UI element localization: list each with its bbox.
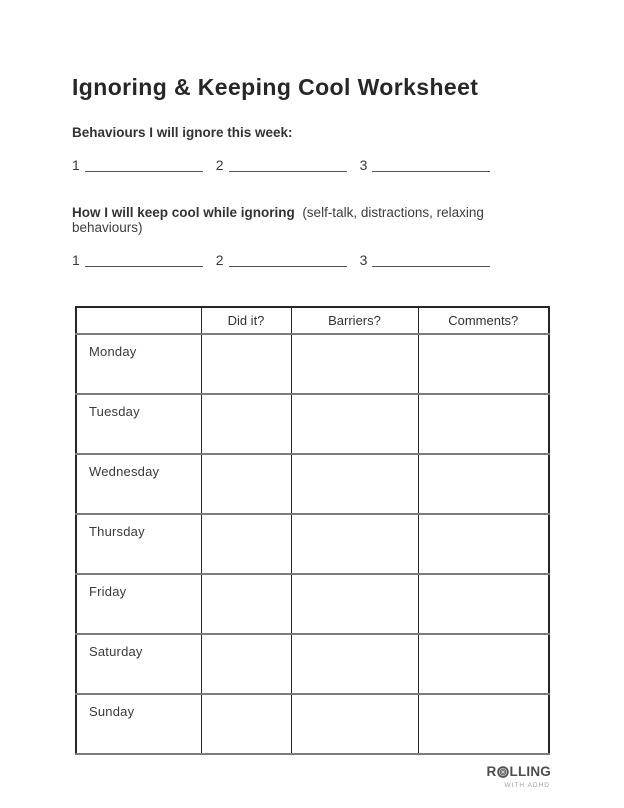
fill-in-line xyxy=(229,253,347,267)
day-label: Saturday xyxy=(76,634,201,694)
day-label: Friday xyxy=(76,574,201,634)
blank-number: 2 xyxy=(215,252,224,268)
keep-cool-label-bold: How I will keep cool while ignoring xyxy=(72,205,295,220)
blank-item xyxy=(72,158,203,172)
blank-number: 3 xyxy=(359,252,368,268)
blank-item xyxy=(216,253,347,267)
table-row-tuesday xyxy=(76,394,549,454)
table-row-friday xyxy=(76,574,549,634)
table-cell xyxy=(291,454,418,514)
table-cell xyxy=(201,394,291,454)
header-comments: Comments? xyxy=(418,307,549,334)
blank-number: 2 xyxy=(215,157,224,173)
header-day-blank xyxy=(76,307,201,334)
table-row-saturday xyxy=(76,634,549,694)
table-row-thursday xyxy=(76,514,549,574)
blank-number: 1 xyxy=(72,252,80,268)
blank-number: 1 xyxy=(72,157,80,173)
wheel-icon xyxy=(497,766,509,778)
table-cell xyxy=(201,514,291,574)
table-cell xyxy=(418,454,549,514)
table-cell xyxy=(418,574,549,634)
table-cell xyxy=(201,454,291,514)
table-cell xyxy=(418,694,549,754)
ignore-blanks-row xyxy=(72,156,552,172)
table-row-sunday xyxy=(76,694,549,754)
blank-item xyxy=(216,158,347,172)
header-barriers: Barriers? xyxy=(291,307,418,334)
blank-item xyxy=(360,253,491,267)
fill-in-line xyxy=(85,158,203,172)
day-label: Thursday xyxy=(76,514,201,574)
keep-cool-label-note: (self-talk, distractions, relaxing behaviours) xyxy=(72,205,484,235)
fill-in-line xyxy=(372,253,490,267)
table-cell xyxy=(291,514,418,574)
day-label: Tuesday xyxy=(76,394,201,454)
brand-tagline: WITH ADHD xyxy=(504,782,550,789)
table-header-row xyxy=(76,307,549,334)
table-row-wednesday xyxy=(76,454,549,514)
day-label: Wednesday xyxy=(76,454,201,514)
table-row-monday xyxy=(76,334,549,394)
table-cell xyxy=(291,694,418,754)
keep-cool-section-label xyxy=(72,205,552,235)
fill-in-line xyxy=(372,158,490,172)
table-cell xyxy=(418,514,549,574)
ignore-section-label: Behaviours I will ignore this week: xyxy=(72,125,293,140)
day-label: Sunday xyxy=(76,694,201,754)
blank-number: 3 xyxy=(359,157,368,173)
weekly-tracker-table xyxy=(75,306,550,755)
table-cell xyxy=(418,634,549,694)
table-cell xyxy=(291,394,418,454)
fill-in-line xyxy=(85,253,203,267)
table-cell xyxy=(418,334,549,394)
brand-logo xyxy=(75,763,551,789)
blank-item xyxy=(360,158,491,172)
brand-name-end: LLING xyxy=(509,764,551,779)
table-cell xyxy=(291,334,418,394)
table-cell xyxy=(201,334,291,394)
table-cell xyxy=(201,634,291,694)
table-cell xyxy=(201,694,291,754)
fill-in-line xyxy=(229,158,347,172)
keep-cool-blanks-row xyxy=(72,251,552,267)
blank-item xyxy=(72,253,203,267)
table-cell xyxy=(201,574,291,634)
brand-name-start: R xyxy=(486,764,497,779)
brand-name xyxy=(487,765,551,779)
day-label: Monday xyxy=(76,334,201,394)
table-cell xyxy=(418,394,549,454)
page-title: Ignoring & Keeping Cool Worksheet xyxy=(72,74,479,100)
table-cell xyxy=(291,634,418,694)
table-cell xyxy=(291,574,418,634)
header-did-it: Did it? xyxy=(201,307,291,334)
